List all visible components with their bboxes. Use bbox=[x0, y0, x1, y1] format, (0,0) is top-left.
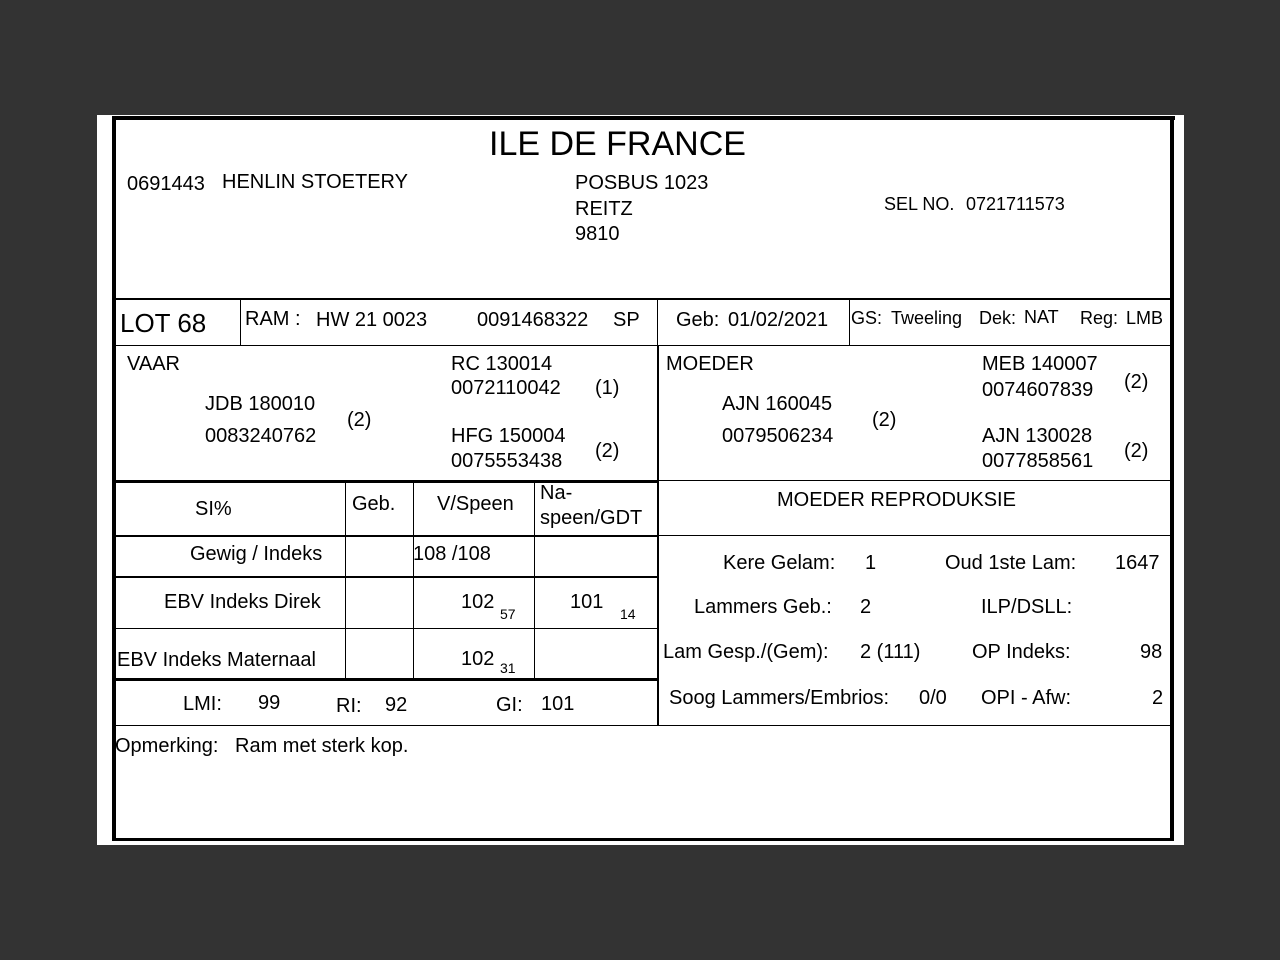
address-line-3: 9810 bbox=[575, 223, 620, 245]
oud-label: Oud 1ste Lam: bbox=[945, 552, 1077, 574]
divider-si-row1 bbox=[112, 576, 658, 578]
gi-value: 101 bbox=[541, 693, 575, 715]
opi-label: OPI - Afw: bbox=[981, 687, 1072, 709]
dam-dam-id: AJN 130028 bbox=[982, 425, 1093, 447]
sire-sire-id: RC 130014 bbox=[451, 353, 553, 375]
divider-lot-ram bbox=[240, 298, 241, 346]
ilp-label: ILP/DSLL: bbox=[981, 596, 1073, 618]
si-header: SI% bbox=[195, 498, 232, 520]
breed-title: ILE DE FRANCE bbox=[489, 125, 746, 163]
opi-value: 2 bbox=[1152, 687, 1164, 709]
ram-id: HW 21 0023 bbox=[316, 309, 428, 331]
gs-label: GS: bbox=[851, 308, 883, 328]
divider-repro-header bbox=[658, 535, 1174, 536]
si-row-vspeen: 102 bbox=[461, 648, 495, 670]
lammers-label: Lammers Geb.: bbox=[694, 596, 832, 618]
divider-si-geb bbox=[345, 481, 346, 680]
vspeen-header: V/Speen bbox=[437, 493, 514, 515]
naspeen-header-line-2: speen/GDT bbox=[540, 507, 643, 529]
divider-ram-geb bbox=[657, 298, 658, 346]
gi-label: GI: bbox=[496, 694, 523, 716]
divider-geb-gs bbox=[849, 298, 850, 346]
sire-grade: (2) bbox=[347, 409, 372, 431]
op-label: OP Indeks: bbox=[972, 641, 1071, 663]
reg-label: Reg: bbox=[1080, 308, 1119, 328]
gesp-label: Lam Gesp./(Gem): bbox=[663, 641, 829, 663]
si-row-vspeen: 102 bbox=[461, 591, 495, 613]
dek-label: Dek: bbox=[979, 308, 1017, 328]
divider-si-table-bottom bbox=[112, 678, 658, 681]
oud-value: 1647 bbox=[1115, 552, 1160, 574]
soog-label: Soog Lammers/Embrios: bbox=[669, 687, 890, 709]
dam-number: 0079506234 bbox=[722, 425, 834, 447]
soog-value: 0/0 bbox=[919, 687, 947, 709]
sire-label: VAAR bbox=[127, 353, 180, 375]
dam-dam-number: 0077858561 bbox=[982, 450, 1094, 472]
geb-header: Geb. bbox=[352, 493, 396, 515]
si-row-label: EBV Indeks Maternaal bbox=[117, 649, 316, 671]
remark-label: Opmerking: bbox=[115, 735, 219, 757]
si-row-naspeen-sub: 14 bbox=[620, 606, 636, 622]
sire-sire-grade: (1) bbox=[595, 377, 620, 399]
dam-grade: (2) bbox=[872, 409, 897, 431]
gesp-value: 2 (111) bbox=[860, 641, 921, 663]
frame-right-line bbox=[1170, 116, 1174, 841]
dam-sire-number: 0074607839 bbox=[982, 379, 1094, 401]
frame-top-line bbox=[112, 116, 1175, 120]
address-line-1: POSBUS 1023 bbox=[575, 172, 709, 194]
gs-value: Tweeling bbox=[891, 308, 963, 328]
naspeen-header-line-1: Na- bbox=[540, 482, 573, 504]
sire-number: 0083240762 bbox=[205, 425, 317, 447]
cell-number: 0721711573 bbox=[966, 194, 1065, 214]
ram-number: 0091468322 bbox=[477, 309, 589, 331]
op-value: 98 bbox=[1140, 641, 1163, 663]
address-line-2: REITZ bbox=[575, 198, 633, 220]
ram-label: RAM : bbox=[245, 308, 301, 330]
breeder-number: 0691443 bbox=[127, 173, 205, 195]
si-row-vspeen-sub: 31 bbox=[500, 660, 516, 676]
dek-value: NAT bbox=[1024, 307, 1059, 327]
sire-id: JDB 180010 bbox=[205, 393, 316, 415]
divider-vspeen-naspeen bbox=[534, 481, 535, 680]
divider-lot-row bbox=[112, 345, 1174, 346]
dam-sire-id: MEB 140007 bbox=[982, 353, 1098, 375]
dam-id: AJN 160045 bbox=[722, 393, 833, 415]
remark-text: Ram met sterk kop. bbox=[235, 735, 409, 757]
ri-value: 92 bbox=[385, 694, 408, 716]
ram-suffix: SP bbox=[613, 309, 640, 331]
kere-label: Kere Gelam: bbox=[723, 552, 836, 574]
divider-pedigree-right bbox=[658, 480, 1174, 481]
lmi-value: 99 bbox=[258, 692, 281, 714]
divider-pedigree bbox=[112, 480, 658, 483]
sire-sire-number: 0072110042 bbox=[451, 377, 561, 399]
divider-sire-dam bbox=[657, 345, 659, 726]
repro-title: MOEDER REPRODUKSIE bbox=[777, 489, 1016, 511]
dam-sire-grade: (2) bbox=[1124, 371, 1149, 393]
frame-left-line bbox=[112, 116, 116, 841]
si-row-naspeen: 101 bbox=[570, 591, 604, 613]
divider-si-row2 bbox=[112, 628, 658, 629]
sire-dam-grade: (2) bbox=[595, 440, 620, 462]
divider-si-header bbox=[112, 535, 658, 537]
sire-dam-id: HFG 150004 bbox=[451, 425, 566, 447]
ri-label: RI: bbox=[336, 695, 362, 717]
lammers-value: 2 bbox=[860, 596, 872, 618]
divider-geb-vspeen bbox=[413, 481, 414, 680]
lmi-label: LMI: bbox=[183, 693, 222, 715]
divider-header bbox=[112, 298, 1174, 300]
cell-label: SEL NO. bbox=[884, 194, 955, 214]
si-row-vspeen-sub: 57 bbox=[500, 606, 516, 622]
sire-dam-number: 0075553438 bbox=[451, 450, 563, 472]
birth-date: 01/02/2021 bbox=[728, 309, 829, 331]
si-row-label: Gewig / Indeks bbox=[190, 543, 323, 565]
divider-indices bbox=[112, 725, 1174, 726]
dam-dam-grade: (2) bbox=[1124, 440, 1149, 462]
birth-label: Geb: bbox=[676, 309, 720, 331]
reg-value: LMB bbox=[1126, 308, 1164, 328]
dam-label: MOEDER bbox=[666, 353, 754, 375]
si-row-vspeen: 108 /108 bbox=[413, 543, 491, 565]
breeder-name: HENLIN STOETERY bbox=[222, 171, 408, 193]
si-row-label: EBV Indeks Direk bbox=[164, 591, 321, 613]
kere-value: 1 bbox=[865, 552, 877, 574]
lot-number: LOT 68 bbox=[120, 308, 207, 338]
frame-bottom-line bbox=[112, 838, 1172, 841]
